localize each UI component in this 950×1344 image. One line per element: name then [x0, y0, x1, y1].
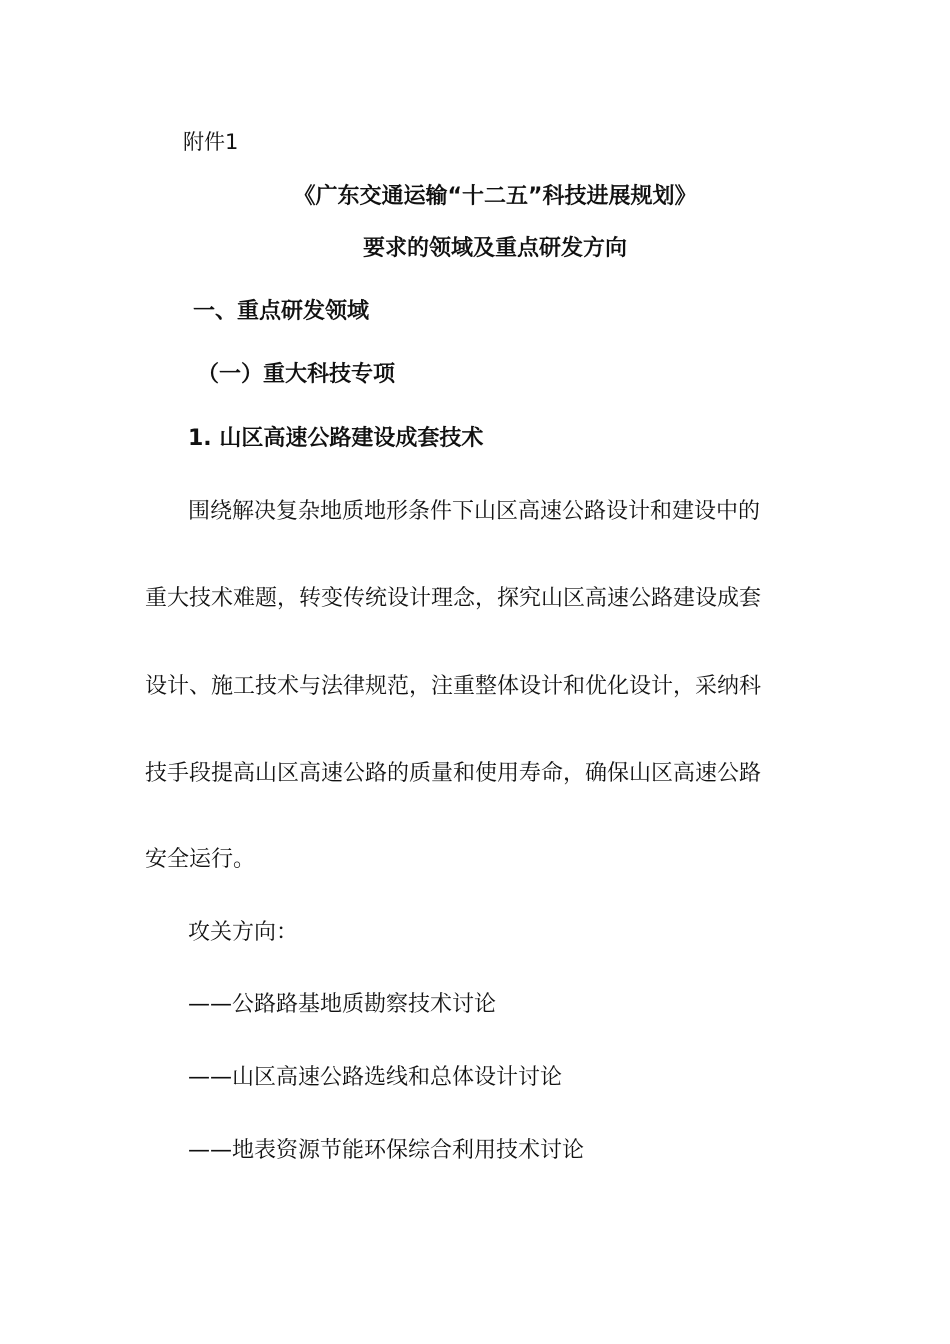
direction-item: ——地表资源节能环保综合利用技术讨论 — [188, 1138, 585, 1163]
body-paragraph-line3: 设计、施工技术与法律规范，注重整体设计和优化设计，采纳科 — [145, 674, 762, 699]
attachment-label: 附件1 — [183, 130, 239, 154]
direction-item: ——公路路基地质勘察技术讨论 — [188, 992, 497, 1017]
body-paragraph-line1: 围绕解决复杂地质地形条件下山区高速公路设计和建设中的 — [188, 499, 761, 524]
focus-directions-label: 攻关方向： — [188, 920, 299, 945]
body-paragraph-line5: 安全运行。 — [145, 847, 256, 872]
body-paragraph-line2: 重大技术难题，转变传统设计理念，探究山区高速公路建设成套 — [145, 586, 762, 611]
direction-item: ——山区高速公路选线和总体设计讨论 — [188, 1065, 563, 1090]
item-heading: 1. 山区高速公路建设成套技术 — [188, 426, 484, 451]
document-title-line2: 要求的领域及重点研发方向 — [362, 236, 627, 261]
document-title-line1: 《广东交通运输“十二五”科技进展规划》 — [293, 184, 697, 209]
subsection-heading: （一）重大科技专项 — [197, 362, 396, 387]
section-heading: 一、重点研发领域 — [193, 299, 370, 324]
body-paragraph-line4: 技手段提高山区高速公路的质量和使用寿命，确保山区高速公路 — [145, 761, 762, 786]
